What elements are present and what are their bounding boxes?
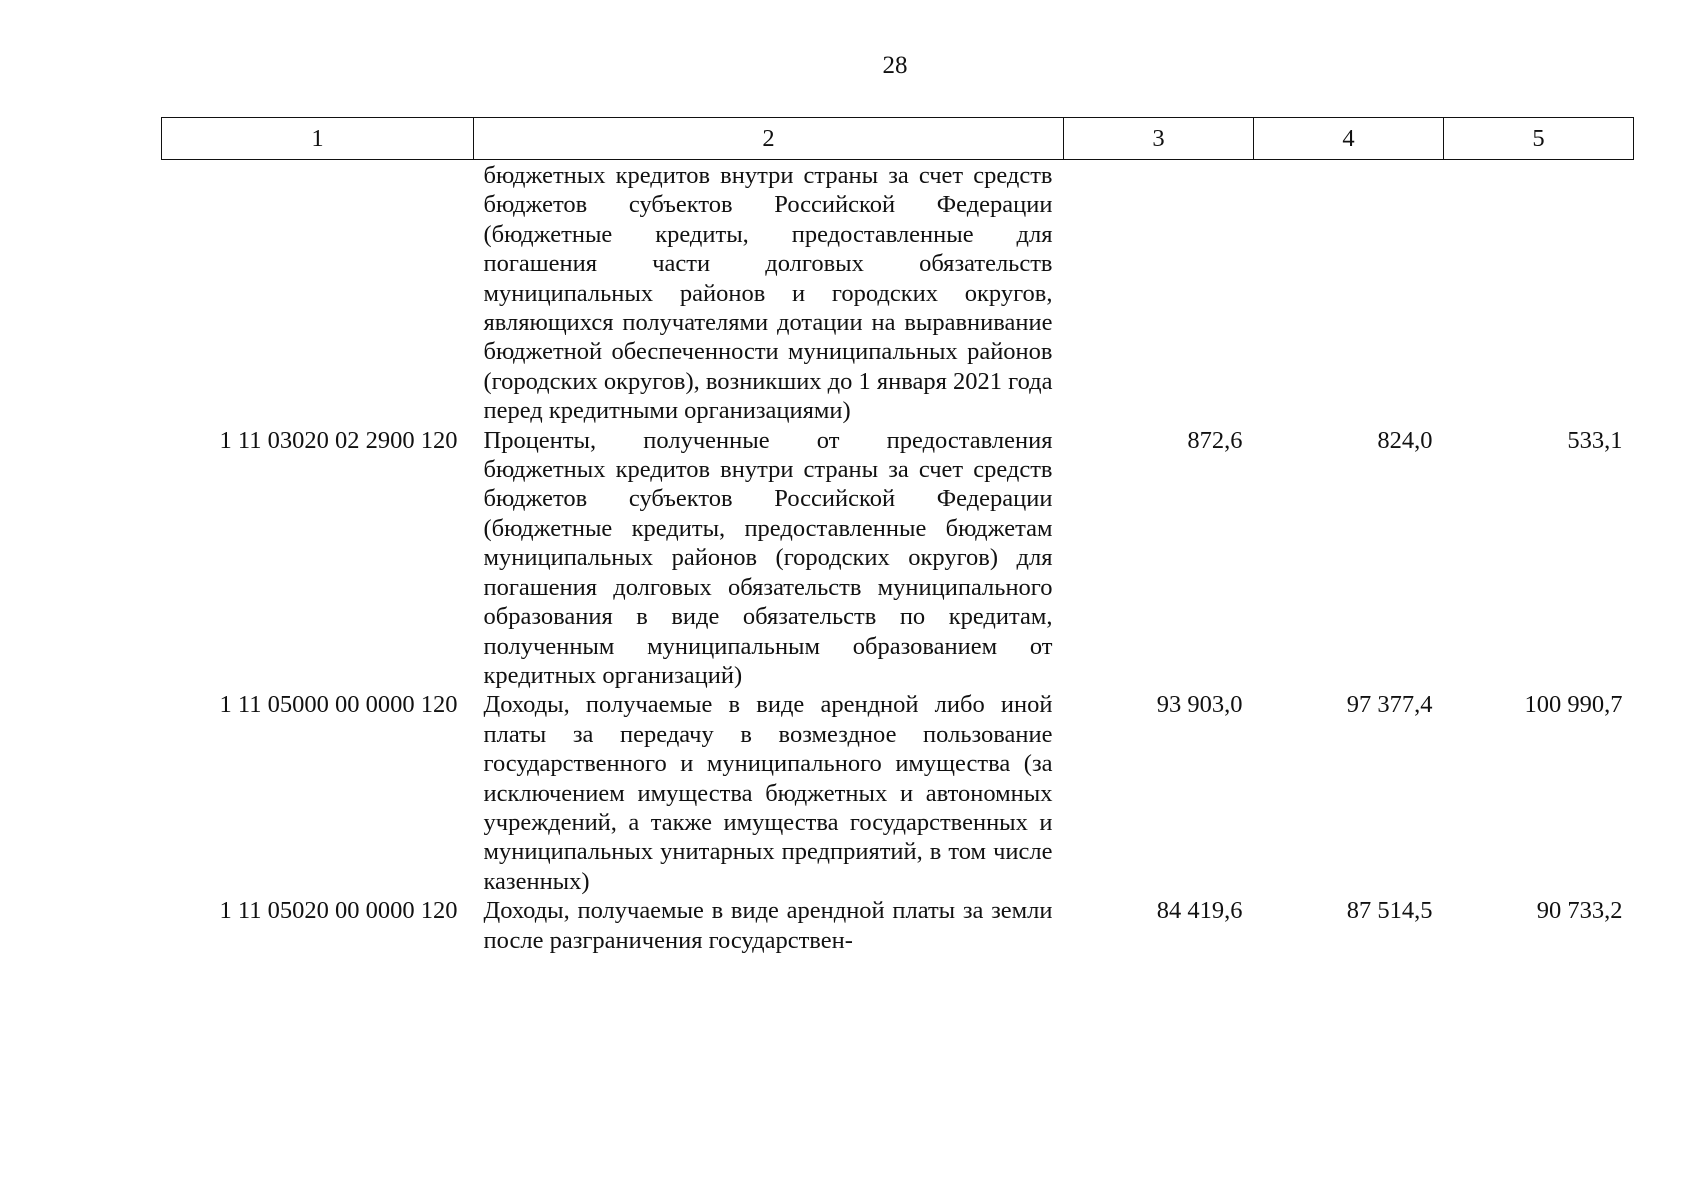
row-value-col5 xyxy=(1444,160,1634,426)
header-row xyxy=(162,118,1634,160)
table-row xyxy=(162,896,1634,955)
row-description: Доходы, получаемые в виде арендной либо иной платы за передачу в возмездное пользование государственного и муниципального имущества (за исключением имущества бюджетных и автономных учреждений, а также имущества государственных и муниципальных унитарных предприятий, в том числе казенных) xyxy=(483,691,1053,895)
table-row xyxy=(162,160,1634,426)
row-value-col3: 872,6 xyxy=(1187,426,1243,454)
row-value-col3: 93 903,0 xyxy=(1156,691,1243,719)
page-number: 28 xyxy=(882,52,908,79)
row-code: 1 11 05020 00 0000 120 xyxy=(219,897,458,925)
row-description: Проценты, полученные от предоставления бюджетных кредитов внутри страны за счет средств бюджетов субъектов Российской Федерации (бюджетные кредиты, предоставленные бюджетам муниципальных районов (городских округов) для погашения долговых обязательств муниципального образования в виде обязательств по кредитам, полученным муниципальным образованием от кредитных организаций) xyxy=(483,426,1053,689)
row-description: Доходы, получаемые в виде арендной платы за земли после разграничения государствен- xyxy=(483,897,1053,954)
table-row xyxy=(162,690,1634,896)
row-code: 1 11 05000 00 0000 120 xyxy=(219,691,458,719)
header-col-1: 1 xyxy=(162,118,474,160)
row-value-col3: 84 419,6 xyxy=(1156,897,1243,925)
row-code: 1 11 03020 02 2900 120 xyxy=(219,426,458,454)
row-value-col4 xyxy=(1254,160,1444,426)
row-code xyxy=(162,160,474,426)
header-col-2: 2 xyxy=(474,118,1064,160)
row-description: бюджетных кредитов внутри страны за счет средств бюджетов субъектов Российской Федерации (бюджетные кредиты, предоставленные для погашения части долговых обязательств муниципальных районов и городских округов, являющихся получателями дотации на выравнивание бюджетной обеспеченности муниципальных районов (городских округов), возникших до 1 января 2021 года перед кредитными организациями) xyxy=(483,162,1053,425)
table-body xyxy=(162,160,1634,955)
header-col-4: 4 xyxy=(1254,118,1444,160)
row-value-col4: 87 514,5 xyxy=(1346,897,1433,925)
row-value-col5: 533,1 xyxy=(1567,426,1623,454)
header-col-5: 5 xyxy=(1444,118,1634,160)
budget-table xyxy=(161,117,1634,955)
table-row xyxy=(162,426,1634,691)
table-header xyxy=(162,118,1634,160)
row-value-col4: 97 377,4 xyxy=(1346,691,1433,719)
row-value-col5: 100 990,7 xyxy=(1524,691,1623,719)
row-value-col3 xyxy=(1064,160,1254,426)
header-col-3: 3 xyxy=(1064,118,1254,160)
row-value-col4: 824,0 xyxy=(1377,426,1433,454)
row-value-col5: 90 733,2 xyxy=(1536,897,1623,925)
